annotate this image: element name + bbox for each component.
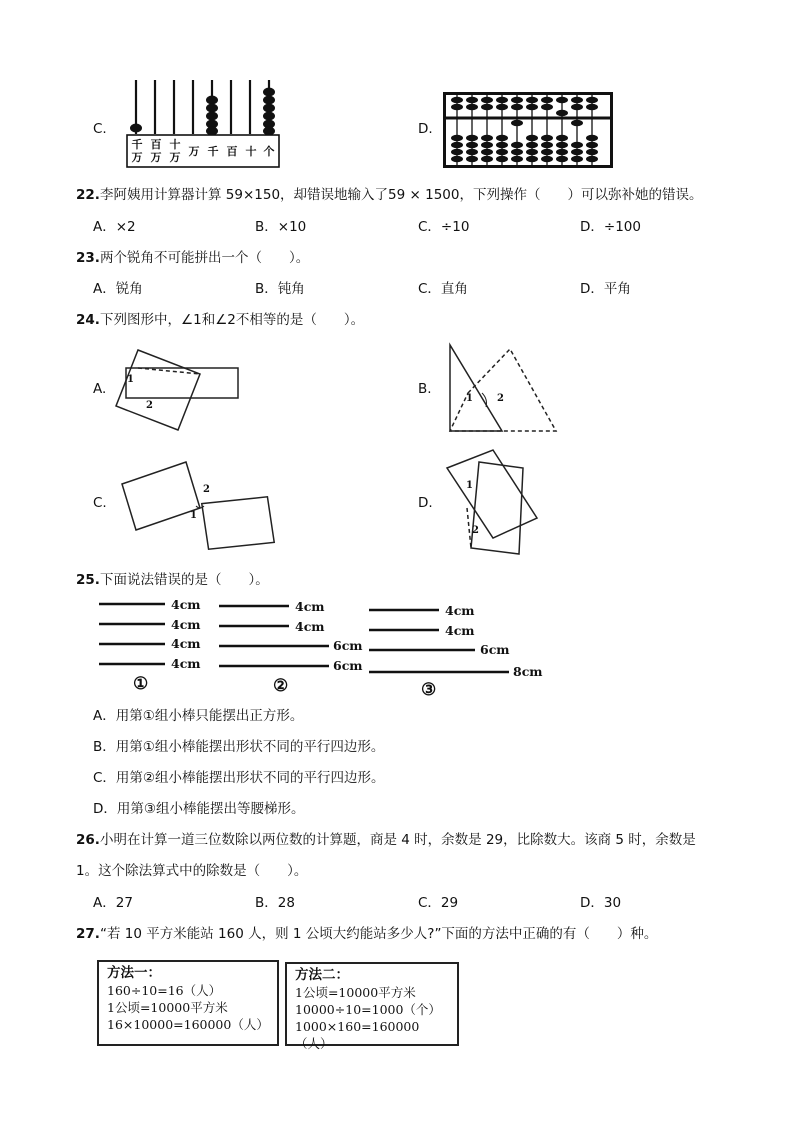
- q22-option-c[interactable]: C．÷10: [418, 219, 470, 235]
- counting-frame-place-labels: [127, 136, 279, 167]
- q25-option-a[interactable]: A．用第①组小棒只能摆出正方形。: [93, 708, 304, 724]
- q23-option-b[interactable]: B．钝角: [255, 281, 305, 297]
- q22-stem: 李阿姨用计算器计算 59×150，却错误地输入了59 × 1500，下列操作（ ）可以弥补她的错误。: [100, 187, 703, 203]
- q26-option-c[interactable]: C．29: [418, 895, 459, 911]
- stick-length: 6cm: [333, 638, 363, 653]
- q24-number: 24.: [76, 312, 100, 328]
- q22-option-a[interactable]: A．×2: [93, 219, 136, 235]
- figure-c-rectangles: [120, 460, 280, 552]
- angle-2-label: 2: [497, 393, 504, 404]
- q26-stem-line2: 1。这个除法算式中的除数是（ ）。: [76, 863, 308, 879]
- figure-a-rectangles: [118, 346, 248, 436]
- q27-stem: “若 10 平方米能站 160 人，则 1 公顷大约能站多少人?”下面的方法中正确的有（ ）种。: [100, 926, 658, 942]
- group-3-mark: ③: [421, 680, 437, 700]
- q26-option-d[interactable]: D．30: [580, 895, 622, 911]
- stick-length: 4cm: [171, 597, 201, 612]
- stick-length: 4cm: [445, 603, 475, 618]
- place-label: 千万: [131, 138, 143, 164]
- stick-length: 4cm: [171, 636, 201, 651]
- q23-option-c[interactable]: C．直角: [418, 281, 468, 297]
- method-one-line: 160÷10=16（人）: [107, 983, 222, 998]
- counting-frame-image: [126, 78, 280, 168]
- q25-stem: 下面说法错误的是（ ）。: [100, 572, 269, 588]
- q25-number: 25.: [76, 572, 100, 588]
- stick-length: 4cm: [171, 656, 201, 671]
- q22-number: 22.: [76, 187, 100, 203]
- stick-length: 6cm: [480, 642, 510, 657]
- q22-option-d[interactable]: D．÷100: [580, 219, 641, 235]
- group-2-mark: ②: [273, 676, 289, 696]
- sticks-figure: [95, 596, 555, 700]
- abacus-drawing: [443, 92, 613, 168]
- place-label: 千: [207, 145, 219, 158]
- place-label: 个: [263, 145, 275, 158]
- q25-option-b[interactable]: B．用第①组小棒能摆出形状不同的平行四边形。: [93, 739, 385, 755]
- angle-1-label: 1: [127, 374, 134, 385]
- method-one-line: 16×10000=160000（人）: [107, 1017, 269, 1032]
- q26-number: 26.: [76, 832, 100, 848]
- stick-length: 4cm: [295, 599, 325, 614]
- q25-option-c[interactable]: C．用第②组小棒能摆出形状不同的平行四边形。: [93, 770, 385, 786]
- q23-number: 23.: [76, 250, 100, 266]
- method-two-line: 1000×160=160000（人）: [295, 1019, 420, 1051]
- stick-length: 4cm: [295, 619, 325, 634]
- q26-stem-line1: 小明在计算一道三位数除以两位数的计算题，商是 4 时，余数是 29，比除数大。该商 5 时，余数是: [100, 832, 696, 848]
- q24-option-d-label[interactable]: D.: [418, 495, 433, 511]
- q23-option-a[interactable]: A．锐角: [93, 281, 143, 297]
- angle-1-label: 1: [466, 480, 473, 491]
- angle-2-label: 2: [146, 400, 153, 411]
- q24-option-c-label[interactable]: C.: [93, 495, 107, 511]
- q23-stem: 两个锐角不可能拼出一个（ ）。: [100, 250, 310, 266]
- q21-option-c-label: C.: [93, 121, 107, 137]
- group-1-mark: ①: [133, 674, 149, 694]
- abacus-image: [443, 92, 613, 168]
- q26-option-a[interactable]: A．27: [93, 895, 133, 911]
- q22-option-b[interactable]: B．×10: [255, 219, 307, 235]
- place-label: 十万: [169, 138, 181, 164]
- q26-option-b[interactable]: B．28: [255, 895, 295, 911]
- angle-2-label: 2: [472, 525, 479, 536]
- stick-length: 4cm: [445, 623, 475, 638]
- q24-option-b-label[interactable]: B.: [418, 381, 432, 397]
- method-two-title: 方法二：: [295, 967, 349, 983]
- angle-1-label: 1: [466, 393, 473, 404]
- angle-2-label: 2: [203, 484, 210, 495]
- method-one-line: 1公顷=10000平方米: [107, 1000, 228, 1015]
- figure-d-rectangles: [443, 448, 543, 558]
- place-label: 百: [226, 145, 238, 158]
- place-label: 百万: [150, 138, 162, 164]
- method-two-line: 1公顷=10000平方米: [295, 985, 416, 1000]
- place-label: 万: [188, 145, 200, 158]
- angle-1-label: 1: [190, 510, 197, 521]
- q27-number: 27.: [76, 926, 100, 942]
- q24-stem: 下列图形中，∠1和∠2不相等的是（ ）。: [100, 312, 365, 328]
- method-one-box: [97, 960, 279, 1046]
- stick-length: 6cm: [333, 658, 363, 673]
- q25-option-d[interactable]: D．用第③组小棒能摆出等腰梯形。: [93, 801, 305, 817]
- stick-length: 4cm: [171, 617, 201, 632]
- method-two-box: [285, 962, 459, 1051]
- figure-b-triangles: [446, 343, 561, 435]
- method-one-title: 方法一：: [107, 965, 161, 981]
- stick-length: 8cm: [513, 664, 543, 679]
- place-label: 十: [245, 145, 257, 158]
- q23-option-d[interactable]: D．平角: [580, 281, 631, 297]
- q21-option-d-label: D.: [418, 121, 433, 137]
- q24-option-a-label[interactable]: A.: [93, 381, 107, 397]
- method-two-line: 10000÷10=1000（个）: [295, 1002, 441, 1017]
